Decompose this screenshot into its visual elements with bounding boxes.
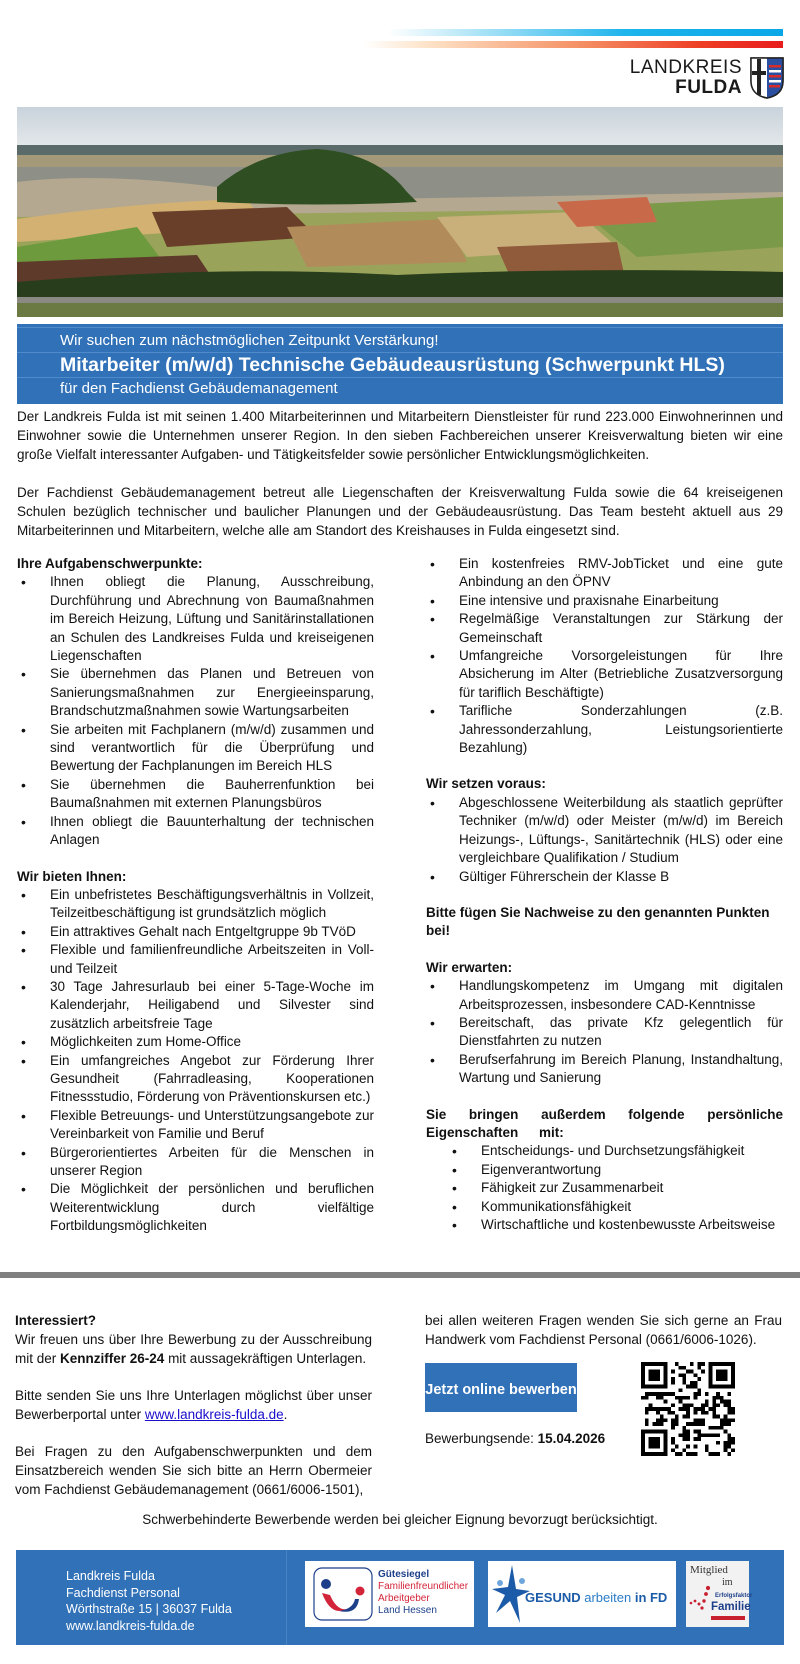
tasks-heading: Ihre Aufgabenschwerpunkte: [17,556,203,571]
contact-left [15,1311,372,1517]
header-stripe-blue [388,29,783,36]
list-item: • Kommunikationsfähigkeit [426,1198,783,1216]
list-item: • Abgeschlossene Weiterbildung als staatlich geprüfter Techniker (m/w/d) oder Meister (m/w/d) im Bereich Heizungs-, Lüftungs-, Sanitärtechnik (HLS) oder eine vergleichbare Qualifikation / Studium [426,794,783,868]
checkmark-dots-icon [689,1585,711,1615]
list-item: • Sie übernehmen die Bauherrenfunktion bei Baumaßnahmen mit externen Planungsbüros [17,776,374,813]
contact-paragraph-1 [15,1330,372,1368]
reference-number: Kennziffer 26-24 [60,1351,165,1366]
list-item: • Möglichkeiten zum Home-Office [17,1033,374,1051]
footer-address [66,1568,232,1634]
band-department: für den Fachdienst Gebäudemanagement [60,380,338,397]
landkreis-fulda-logo [630,57,784,99]
disability-notice: Schwerbehinderte Bewerbende werden bei gleicher Eignung bevorzugt berücksichtigt. [142,1512,658,1527]
badge3-line: im [722,1577,733,1588]
offer-continued-list [426,555,783,757]
text: . [283,1407,288,1422]
text: GESUND [525,1590,581,1605]
badge1-line: Gütesiegel [378,1569,430,1580]
list-item: • Ein unbefristetes Beschäftigungsverhältnis in Vollzeit, Teilzeitbeschäftigung ist grundsätzlich möglich [17,886,374,923]
list-item: • 30 Tage Jahresurlaub bei einer 5-Tage-Woche im Kalenderjahr, Heiligabend und Silvester sind zusätzlich arbeitsfreie Tage [17,978,374,1033]
traits-section [426,1106,783,1235]
list-item: • Tarifliche Sonderzahlungen (z.B. Jahressonderzahlung, Leistungsorientierte Bezahlung) [426,702,783,757]
proof-note: Bitte fügen Sie Nachweise zu den genannten Punkten bei! [426,904,770,939]
list-item: • Ein attraktives Gehalt nach Entgeltgruppe 9b TVöD [17,923,374,941]
list-item: • Flexible und familienfreundliche Arbeitszeiten in Voll- und Teilzeit [17,941,374,978]
badge1-line: Land Hessen [378,1605,437,1616]
list-item: • Berufserfahrung im Bereich Planung, Instandhaltung, Wartung und Sanierung [426,1051,783,1088]
footer-address-line: Fachdienst Personal [66,1585,180,1600]
expect-section [426,959,783,1088]
offer-continued-section [426,555,783,757]
list-item: • Ein kostenfreies RMV-JobTicket und eine gute Anbindung an den ÖPNV [426,555,783,592]
badge2-text [525,1590,667,1605]
tasks-list [17,573,374,849]
coat-of-arms-icon [750,57,784,99]
list-item: • Bereitschaft, das private Kfz gelegentlich für Dienstfahrten zu nutzen [426,1014,783,1051]
list-item: • Bürgerorientiertes Arbeiten für die Menschen in unserer Region [17,1144,374,1181]
intro-paragraph-1: Der Landkreis Fulda ist mit seinen 1.400 Mitarbeiterinnen und Mitarbeitern Dienstleister für rund 223.000 Einwohnerinnen und Einwohner sowie die Unternehmen unserer Region. In den sieben Fachbereichen unserer Kreisverwaltung bieten wir eine große Vielfalt interessanter Aufgaben- und Tätigkeitsfelder sowie persönlicher Entwicklungsmöglichkeiten. [17,409,783,462]
contact-paragraph-4: bei allen weiteren Fragen wenden Sie sich gerne an Frau Handwerk vom Fachdienst Personal (0661/6006-1026). [425,1313,782,1347]
list-item: • Sie arbeiten mit Fachplanern (m/w/d) zusammen und sind verantwortlich für die Überprüfung und Bewertung der Fachplanungen im Bereich HLS [17,721,374,776]
family-seal-icon [313,1567,373,1621]
footer-address-line: Wörthstraße 15 | 36037 Fulda [66,1602,232,1616]
section-divider [0,1272,800,1278]
text: in FD [634,1590,668,1605]
header-stripe-red [363,41,783,48]
offer-list [17,886,374,1236]
footer [16,1550,784,1645]
badge3-bar [711,1616,745,1620]
badge3-line: Mitglied [690,1564,728,1576]
offer-heading: Wir bieten Ihnen: [17,868,127,884]
offer-section [17,868,374,1236]
text: mit aussagekräftigen Unterlagen. [164,1351,367,1366]
list-item: • Fähigkeit zur Zusammenarbeit [426,1179,783,1197]
list-item: • Handlungskompetenz im Umgang mit digitalen Arbeitsprozessen, insbesondere CAD-Kenntnisse [426,977,783,1014]
list-item: • Wirtschaftliche und kostenbewusste Arbeitsweise [426,1216,783,1234]
contact-heading: Interessiert? [15,1313,97,1328]
badge1-text [378,1569,468,1617]
text: arbeiten [580,1590,635,1605]
traits-heading: Sie bringen außerdem folgende persönliche Eigenschaften mit: [426,1106,783,1140]
list-item: • Ihnen obliegt die Bauunterhaltung der technischen Anlagen [17,813,374,850]
logo-line-2: FULDA [675,77,742,98]
list-item: • Gültiger Führerschein der Klasse B [426,868,783,886]
badge1-line: Arbeitgeber [378,1593,430,1604]
list-item: • Die Möglichkeit der persönlichen und beruflichen Weiterentwicklung durch vielfältige Fortbildungsmöglichkeiten [17,1180,374,1235]
traits-list [426,1142,783,1234]
apply-online-button[interactable]: Jetzt online bewerben [425,1363,577,1412]
list-item: • Regelmäßige Veranstaltungen zur Stärkung der Gemeinschaft [426,610,783,647]
list-item: • Eine intensive und praxisnahe Einarbeitung [426,592,783,610]
footer-separator [286,1550,287,1645]
expect-list [426,977,783,1087]
right-column [426,555,783,1252]
logo-line-1: LANDKREIS [629,57,742,78]
requirements-heading: Wir setzen voraus: [426,776,546,792]
badge3-line: Erfolgsfaktor [715,1593,753,1599]
badge-erfolgsfaktor-familie [686,1561,753,1627]
requirements-list [426,794,783,886]
badge-gesund-arbeiten [488,1561,676,1627]
deadline-value: 15.04.2026 [537,1431,606,1446]
band-subtitle: Wir suchen zum nächstmöglichen Zeitpunkt Verstärkung! [60,332,439,349]
list-item: • Eigenverantwortung [426,1161,783,1179]
application-deadline [425,1431,605,1446]
portal-link[interactable]: www.landkreis-fulda.de [144,1407,284,1422]
footer-address-line: www.landkreis-fulda.de [66,1618,195,1633]
expect-heading: Wir erwarten: [426,959,513,975]
left-column [17,555,374,1254]
text: Wir freuen uns über Ihre Bewerbung zu der Ausschreibung mit der [15,1332,372,1366]
qr-code-icon[interactable] [641,1362,735,1456]
list-item: • Flexible Betreuungs- und Unterstützungsangebote zur Vereinbarkeit von Familie und Beruf [17,1107,374,1144]
badge1-line: Familienfreundlicher [378,1581,469,1592]
job-title-band [17,324,783,404]
list-item: • Entscheidungs- und Durchsetzungsfähigkeit [426,1142,783,1160]
tasks-section [17,555,374,850]
header-landscape-photo [17,107,783,317]
list-item: • Ein umfangreiches Angebot zur Förderung Ihrer Gesundheit (Fahrradleasing, Kooperationen Fitnessstudio, Förderung von Präventionskursen etc.) [17,1052,374,1107]
deadline-label: Bewerbungsende: [425,1431,538,1446]
text: Bitte senden Sie uns Ihre Unterlagen möglichst über unser Bewerberportal unter [15,1388,372,1422]
badge3-line: Familie [711,1601,751,1613]
footer-address-line: Landkreis Fulda [66,1569,155,1583]
contact-paragraph-2 [15,1386,372,1424]
contact-paragraph-3: Bei Fragen zu den Aufgabenschwerpunkten und dem Einsatzbereich wenden Sie sich bitte an Herrn Obermeier vom Fachdienst Gebäudemanagement (0661/6006-1501), [15,1444,372,1497]
job-title: Mitarbeiter (m/w/d) Technische Gebäudeausrüstung (Schwerpunkt HLS) [60,354,725,376]
intro-paragraph-2: Der Fachdienst Gebäudemanagement betreut alle Liegenschaften der Kreisverwaltung Fulda sowie die 64 kreiseigenen Schulen bezüglich technischer und baulicher Planungen und der Gebäudeausrüstung. Das Team besteht aktuell aus 29 Mitarbeiterinnen und Mitarbeitern, welche alle am Standort des Kreishauses in Fulda eingesetzt sind. [17,485,783,538]
list-item: • Ihnen obliegt die Planung, Ausschreibung, Durchführung und Abrechnung von Baumaßnahmen im Bereich Heizung, Lüftung und Sanitärinstallationen an Schulen des Landkreises Fulda und kreiseigenen Liegenschaften [17,573,374,665]
list-item: • Sie übernehmen das Planen und Betreuen von Sanierungsmaßnahmen zur Energieeinsparung, Brandschutzmaßnahmen sowie Wartungsarbeiten [17,665,374,720]
list-item: • Umfangreiche Vorsorgeleistungen für Ihre Absicherung im Alter (Betriebliche Zusatzversorgung für tariflich Beschäftigte) [426,647,783,702]
badge-family-friendly-employer [305,1561,474,1627]
requirements-section [426,775,783,885]
